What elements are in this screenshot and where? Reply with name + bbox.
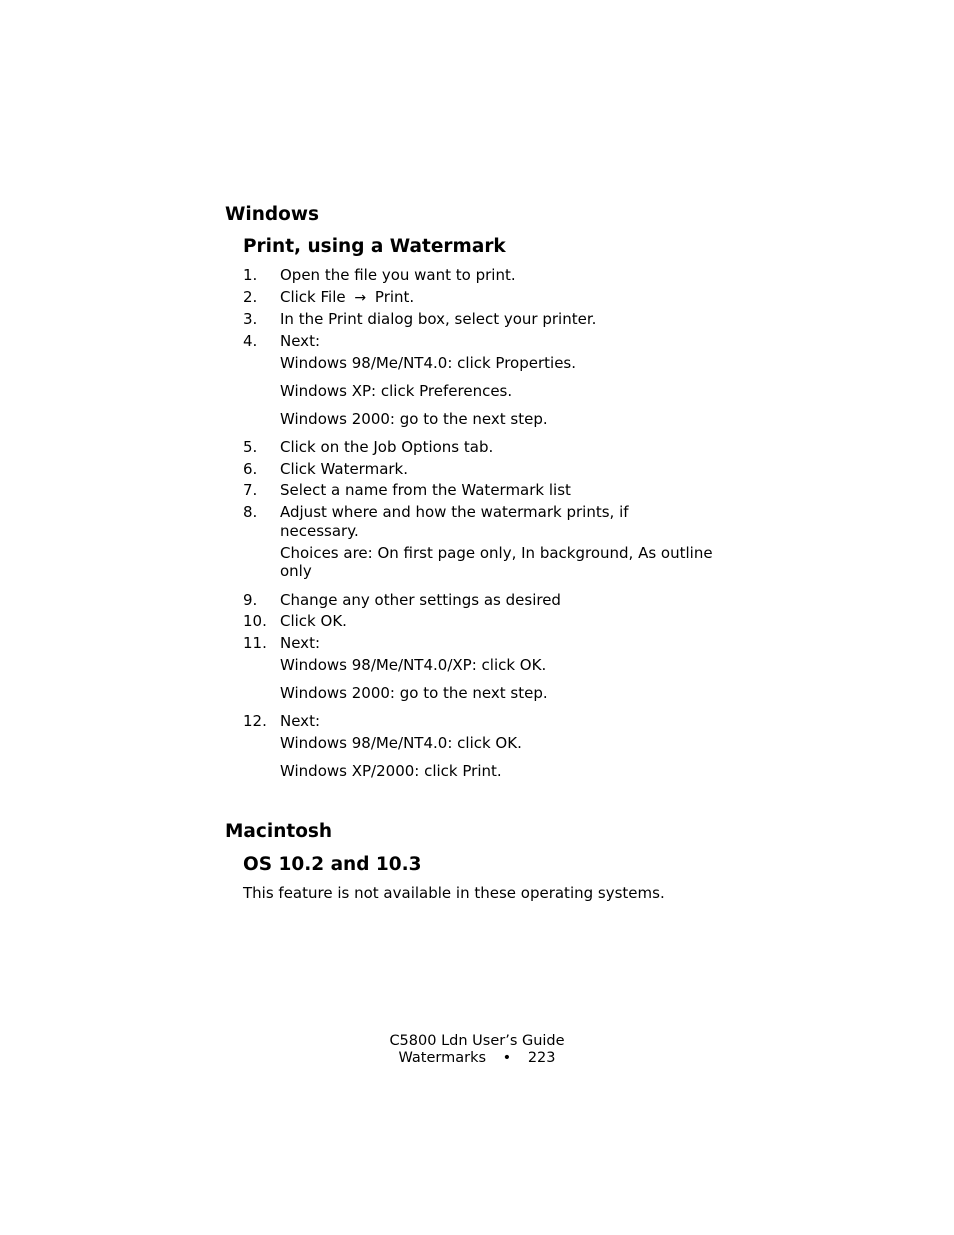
step-number: 3. <box>243 310 258 328</box>
step-subtext: Choices are: On first page only, In background, As outline <box>280 544 713 562</box>
footer-page-number: 223 <box>527 1050 556 1066</box>
step-number: 10. <box>243 612 267 630</box>
step-text: Click Watermark. <box>280 460 409 478</box>
step-subtext: only <box>280 562 312 580</box>
step-number: 12. <box>243 712 267 730</box>
os-version-subheading: OS 10.2 and 10.3 <box>243 854 422 875</box>
step-text: necessary. <box>280 522 359 540</box>
step-text: Open the file you want to print. <box>280 266 516 284</box>
footer-page-info <box>0 1050 954 1067</box>
step-text <box>280 288 414 307</box>
bullet-icon: • <box>502 1050 512 1066</box>
step-text: Click on the Job Options tab. <box>280 438 494 456</box>
step-text-part: Print. <box>374 288 415 306</box>
step-subtext: Windows 2000: go to the next step. <box>280 684 548 702</box>
step-text: Next: <box>280 634 320 652</box>
print-watermark-subheading: Print, using a Watermark <box>243 236 506 257</box>
footer-section-name: Watermarks <box>398 1050 487 1066</box>
step-subtext: Windows 98/Me/NT4.0: click OK. <box>280 734 522 752</box>
body-paragraph: This feature is not available in these operating systems. <box>243 884 665 902</box>
windows-heading: Windows <box>225 204 319 225</box>
step-text-part: Click File <box>280 288 346 306</box>
step-subtext: Windows 98/Me/NT4.0: click Properties. <box>280 354 577 372</box>
step-number: 1. <box>243 266 258 284</box>
step-subtext: Windows XP: click Preferences. <box>280 382 513 400</box>
step-text: Next: <box>280 712 320 730</box>
step-text: Adjust where and how the watermark prints, if <box>280 503 629 521</box>
footer-guide-title: C5800 Ldn User’s Guide <box>389 1033 565 1049</box>
macintosh-heading: Macintosh <box>225 821 333 842</box>
step-text: Select a name from the Watermark list <box>280 481 571 499</box>
step-text: In the Print dialog box, select your printer. <box>280 310 597 328</box>
step-number: 8. <box>243 503 258 521</box>
step-subtext: Windows 2000: go to the next step. <box>280 410 548 428</box>
step-number: 9. <box>243 591 258 609</box>
step-subtext: Windows 98/Me/NT4.0/XP: click OK. <box>280 656 547 674</box>
step-subtext: Windows XP/2000: click Print. <box>280 762 502 780</box>
step-number: 6. <box>243 460 258 478</box>
step-number: 4. <box>243 332 258 350</box>
step-number: 7. <box>243 481 258 499</box>
step-text: Next: <box>280 332 320 350</box>
step-text: Change any other settings as desired <box>280 591 561 609</box>
right-arrow-icon: → <box>354 290 367 306</box>
step-number: 11. <box>243 634 267 652</box>
step-number: 2. <box>243 288 258 306</box>
step-text: Click OK. <box>280 612 347 630</box>
step-number: 5. <box>243 438 258 456</box>
